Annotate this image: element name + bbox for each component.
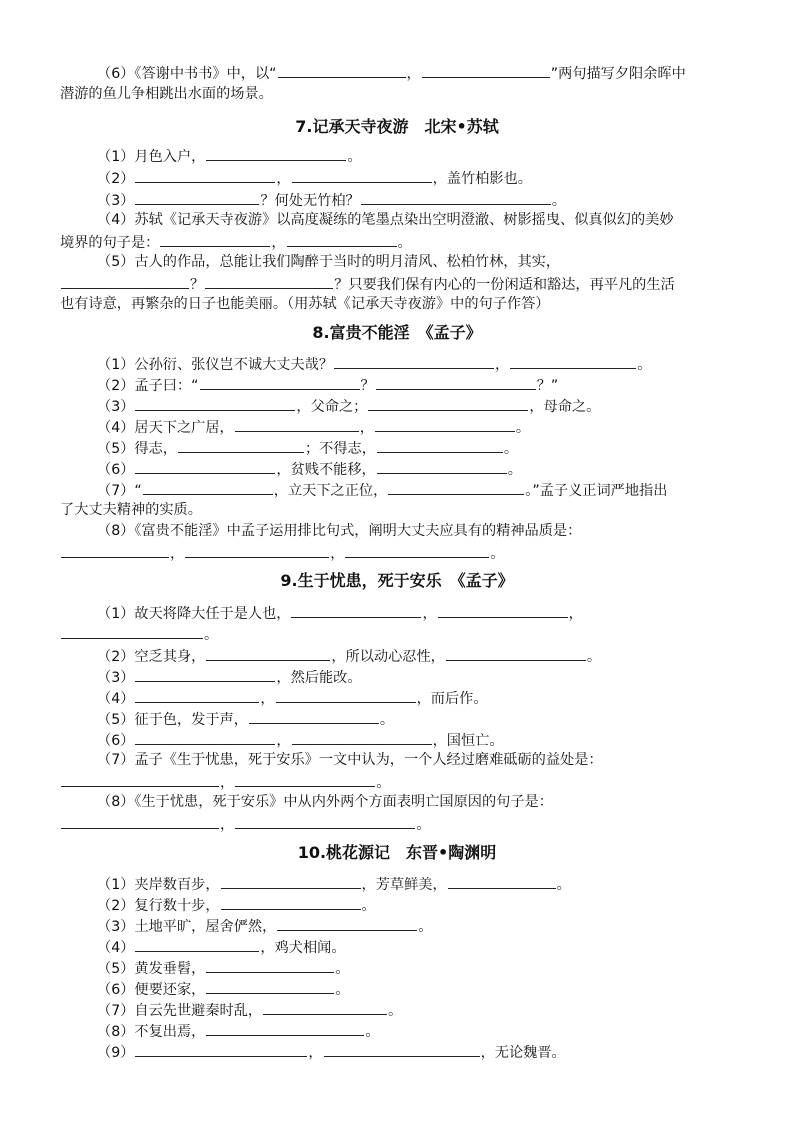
answer-blank[interactable] xyxy=(361,189,551,205)
question-text: （4）居天下之广居， xyxy=(97,420,234,436)
answer-blank[interactable] xyxy=(200,374,360,390)
question-text: 。 xyxy=(361,898,376,914)
answer-blank[interactable] xyxy=(292,729,432,745)
question-text: ？” xyxy=(536,378,559,394)
question-line xyxy=(60,813,430,835)
question-text: ？ xyxy=(360,378,375,394)
question-text: （3） xyxy=(97,670,135,686)
section-title-8: 8.富贵不能淫 《孟子》 xyxy=(312,323,482,342)
question-text: （8）不复出焉， xyxy=(97,1024,206,1040)
question-text: ， xyxy=(359,420,374,436)
answer-blank[interactable] xyxy=(135,189,259,205)
question-line xyxy=(97,873,571,895)
question-line xyxy=(97,957,350,979)
question-text: ， xyxy=(422,606,437,622)
question-text: 。 xyxy=(586,649,602,665)
question-line xyxy=(97,353,651,375)
answer-blank[interactable] xyxy=(135,395,295,411)
answer-blank[interactable] xyxy=(135,1041,307,1057)
answer-blank[interactable] xyxy=(377,458,507,474)
question-text: 。 xyxy=(397,235,412,251)
question-text: 。 xyxy=(507,462,522,478)
answer-blank[interactable] xyxy=(178,437,304,453)
question-text: （9） xyxy=(97,1045,135,1061)
question-text: （7）“ xyxy=(97,483,142,499)
answer-blank[interactable] xyxy=(206,1020,364,1036)
section-title-10: 10.桃花源记 东晋•陶渊明 xyxy=(297,843,497,862)
question-line: （4）苏轼《记承天寺夜游》以高度凝练的笔墨点染出空明澄澈、树影摇曳、似真似幻的美妙 xyxy=(97,212,674,228)
answer-blank[interactable] xyxy=(206,645,330,661)
question-text: 。 xyxy=(388,1003,403,1019)
question-text: （7）自云先世避秦时乱， xyxy=(97,1003,263,1019)
question-text: （3） xyxy=(97,193,135,209)
answer-blank[interactable] xyxy=(345,542,489,558)
question-text: ，无论魏晋。 xyxy=(480,1045,566,1061)
question-text: ， xyxy=(308,1045,323,1061)
answer-blank[interactable] xyxy=(277,915,417,931)
question-text: ， xyxy=(170,546,185,562)
question-line xyxy=(60,231,412,253)
answer-blank[interactable] xyxy=(160,231,270,247)
q6-text: ， xyxy=(406,66,421,82)
answer-blank[interactable] xyxy=(205,273,333,289)
question-text: 。 xyxy=(204,627,219,643)
answer-blank[interactable] xyxy=(135,167,275,183)
question-line: （5）古人的作品，总能让我们陶醉于当时的明月清风、松柏竹林，其实， xyxy=(97,254,561,270)
question-text: ， xyxy=(276,171,291,187)
question-text: ，母命之。 xyxy=(529,399,601,415)
question-line xyxy=(97,999,402,1021)
question-text: （4） xyxy=(97,691,135,707)
question-text: ， xyxy=(271,235,286,251)
answer-blank[interactable] xyxy=(446,645,586,661)
answer-blank[interactable] xyxy=(206,957,334,973)
question-text: 。 xyxy=(556,877,571,893)
answer-blank[interactable] xyxy=(249,708,379,724)
question-line xyxy=(60,771,390,793)
question-text: ，然后能改。 xyxy=(276,670,362,686)
question-text: ，国恒亡。 xyxy=(432,733,504,749)
answer-blank[interactable] xyxy=(221,873,361,889)
question-text: （2）孟子曰：“ xyxy=(97,378,199,394)
question-text: 。”孟子义正词严地指出 xyxy=(525,483,668,499)
answer-blank[interactable] xyxy=(278,62,406,78)
question-text: （1）公孙衍、张仪岂不诚大丈夫哉？ xyxy=(97,357,334,373)
question-text: （2）空乏其身， xyxy=(97,649,206,665)
answer-blank[interactable] xyxy=(135,936,259,952)
question-text: ， xyxy=(260,691,275,707)
question-text: ，而后作。 xyxy=(416,691,488,707)
question-text: （6） xyxy=(97,733,135,749)
question-text: 。 xyxy=(418,919,433,935)
answer-blank[interactable] xyxy=(388,479,524,495)
question-line xyxy=(97,395,600,417)
section-title-7: 7.记承天寺夜游 北宋•苏轼 xyxy=(295,117,499,136)
answer-blank[interactable] xyxy=(221,894,361,910)
question-text: ， xyxy=(495,357,510,373)
answer-blank[interactable] xyxy=(61,623,203,639)
question-text: ？何处无竹柏？ xyxy=(260,193,360,209)
question-text: （2）复行数十步， xyxy=(97,898,220,914)
answer-blank[interactable] xyxy=(206,145,346,161)
question-line xyxy=(60,542,505,564)
question-text: 。 xyxy=(335,961,350,977)
question-text: （5）得志， xyxy=(97,441,177,457)
question-text: 。 xyxy=(490,546,505,562)
question-line: （7）孟子《生于忧患，死于安乐》一文中认为，一个人经过磨难砥砺的益处是： xyxy=(97,752,603,768)
answer-blank[interactable] xyxy=(235,771,375,787)
question-line xyxy=(97,687,488,709)
question-text: 。 xyxy=(379,712,395,728)
answer-blank[interactable] xyxy=(61,542,169,558)
question-text: （3） xyxy=(97,399,135,415)
answer-blank[interactable] xyxy=(291,602,421,618)
question-line xyxy=(97,729,504,751)
question-text: （4） xyxy=(97,940,135,956)
answer-blank[interactable] xyxy=(135,687,259,703)
answer-blank[interactable] xyxy=(292,167,432,183)
question-text: 。 xyxy=(515,420,531,436)
question-text: ，鸡犬相闻。 xyxy=(260,940,346,956)
question-line xyxy=(97,145,362,167)
question-line xyxy=(97,915,432,937)
answer-blank[interactable] xyxy=(422,62,550,78)
question-line xyxy=(97,645,601,667)
question-line xyxy=(97,416,530,438)
question-text: ，贫贱不能移， xyxy=(276,462,376,478)
question-line xyxy=(97,189,566,211)
question-line xyxy=(97,708,394,730)
answer-blank[interactable] xyxy=(334,353,494,369)
answer-blank[interactable] xyxy=(276,687,416,703)
question-text: 。 xyxy=(551,193,566,209)
question-text: 。 xyxy=(503,441,519,457)
answer-blank[interactable] xyxy=(143,479,273,495)
question-line xyxy=(97,666,362,688)
answer-blank[interactable] xyxy=(185,542,329,558)
answer-blank[interactable] xyxy=(135,458,275,474)
q6-line-2: 潜游的鱼儿争相跳出水面的场景。 xyxy=(60,86,273,102)
answer-blank[interactable] xyxy=(510,353,636,369)
q6-line-1 xyxy=(97,62,686,84)
question-text: （6） xyxy=(97,462,135,478)
question-text: （5）黄发垂髫， xyxy=(97,961,206,977)
question-text: （1）故天将降大任于是人也， xyxy=(97,606,291,622)
question-line xyxy=(97,1041,566,1063)
question-line xyxy=(97,1020,380,1042)
question-text: ；不得志， xyxy=(304,441,376,457)
question-text: ？ xyxy=(190,277,205,293)
answer-blank[interactable] xyxy=(61,273,189,289)
answer-blank[interactable] xyxy=(235,416,359,432)
answer-blank[interactable] xyxy=(377,437,503,453)
question-text: 。 xyxy=(637,357,652,373)
question-text: （1）夹岸数百步， xyxy=(97,877,220,893)
question-text: ？只要我们保有内心的一份闲适和豁达，再平凡的生活 xyxy=(334,277,675,293)
question-text: （1）月色入户， xyxy=(97,149,206,165)
question-text: （6）便要还家， xyxy=(97,982,206,998)
question-text: 。 xyxy=(365,1024,380,1040)
section-title-9: 9.生于忧患，死于安乐 《孟子》 xyxy=(280,571,514,590)
question-text: ，立天下之正位， xyxy=(273,483,388,499)
answer-blank[interactable] xyxy=(287,231,397,247)
question-line xyxy=(60,623,218,645)
question-line xyxy=(60,273,675,295)
answer-blank[interactable] xyxy=(324,1041,480,1057)
question-line xyxy=(97,602,583,624)
question-text: （5）征于色，发于声， xyxy=(97,712,248,728)
q6-text: （6）《答谢中书书》中，以“ xyxy=(97,66,277,82)
answer-blank[interactable] xyxy=(61,813,219,829)
question-text: ， xyxy=(330,546,345,562)
answer-blank[interactable] xyxy=(375,416,515,432)
question-text: ， xyxy=(220,775,235,791)
question-text: ，盖竹柏影也。 xyxy=(432,171,532,187)
question-text: （2） xyxy=(97,171,135,187)
question-text: ，芳草鲜美， xyxy=(361,877,447,893)
question-line xyxy=(97,894,376,916)
q6-text: ”两句描写夕阳余晖中 xyxy=(550,66,686,82)
question-line xyxy=(97,167,532,189)
question-text: 。 xyxy=(416,817,431,833)
question-line: 也有诗意，再繁杂的日子也能美丽。（用苏轼《记承天寺夜游》中的句子作答） xyxy=(60,296,550,312)
question-line xyxy=(97,437,518,459)
answer-blank[interactable] xyxy=(206,978,334,994)
question-text: ， xyxy=(568,606,583,622)
question-text: （3）土地平旷，屋舍俨然， xyxy=(97,919,277,935)
question-text: ， xyxy=(220,817,235,833)
question-line: 了大丈夫精神的实质。 xyxy=(60,502,202,518)
answer-blank[interactable] xyxy=(376,374,536,390)
question-text: 。 xyxy=(335,982,350,998)
question-line: （8）《生于忧患，死于安乐》中从内外两个方面表明亡国原因的句子是： xyxy=(97,794,553,810)
question-line xyxy=(97,978,350,1000)
answer-blank[interactable] xyxy=(235,813,415,829)
question-text: ，父命之； xyxy=(296,399,368,415)
question-text: ，所以动心忍性， xyxy=(331,649,445,665)
answer-blank[interactable] xyxy=(135,666,275,682)
answer-blank[interactable] xyxy=(61,771,219,787)
answer-blank[interactable] xyxy=(438,602,568,618)
question-text: ， xyxy=(276,733,291,749)
question-line xyxy=(97,374,558,396)
question-text: 。 xyxy=(376,775,391,791)
question-text: 境界的句子是： xyxy=(60,235,160,251)
question-line xyxy=(97,458,522,480)
answer-blank[interactable] xyxy=(448,873,556,889)
question-text: 。 xyxy=(347,149,362,165)
question-line xyxy=(97,479,667,501)
answer-blank[interactable] xyxy=(368,395,528,411)
answer-blank[interactable] xyxy=(135,729,275,745)
answer-blank[interactable] xyxy=(263,999,387,1015)
question-line: （8）《富贵不能淫》中孟子运用排比句式，阐明大丈夫应具有的精神品质是： xyxy=(97,523,582,539)
question-line xyxy=(97,936,346,958)
